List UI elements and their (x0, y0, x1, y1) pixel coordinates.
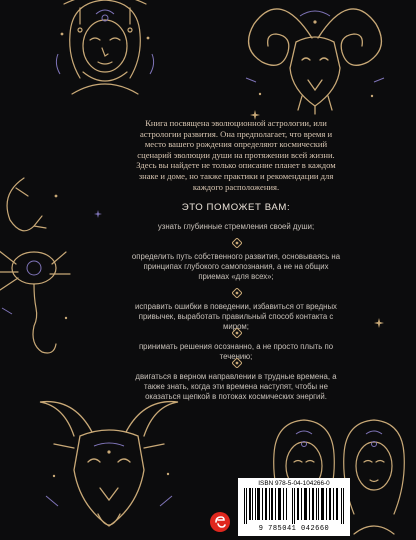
publisher-logo-icon (210, 512, 230, 532)
benefit-item: узнать глубинные стремления своей души; (157, 222, 315, 231)
benefits-heading: ЭТО ПОМОЖЕТ ВАМ: (181, 202, 291, 213)
diamond-separator-icon (232, 238, 242, 248)
capricorn-goat-icon (34, 396, 184, 540)
benefit-item: принимать решения осознанно, а не просто плыть по течению; (138, 342, 334, 361)
benefit-item: исправить ошибки в поведении, избавиться от вредных привычек, выработать правильный способ контакта с миром; (135, 302, 337, 331)
barcode (238, 478, 350, 536)
aries-ram-icon (240, 0, 390, 116)
intro-paragraph: Книга посвящена эволюционной астрологии, или астрологии развития. Она предполагает, что время и место вашего рождения определяют космический сценарий эволюции души на протяжении всей жизни. Здесь вы найдете не только описание планет в каждом знаке и доме, но также практики и рекомендации для каждого расположения. (136, 118, 336, 192)
diamond-separator-icon (232, 358, 242, 368)
diamond-separator-icon (232, 328, 242, 338)
diamond-separator-icon (232, 288, 242, 298)
star-icon (374, 318, 384, 328)
virgo-maiden-icon (50, 0, 160, 104)
isbn-label: ISBN 978-5-04-104266-0 (258, 480, 330, 487)
star-icon (94, 210, 102, 218)
scorpio-icon (0, 168, 90, 368)
benefit-item: определить путь собственного развития, основываясь на принципах глубокого самопознания, а не на общих приемах «для всех»; (131, 252, 341, 281)
barcode-digits: 9 785041 042660 (258, 525, 330, 533)
barcode-bars (244, 488, 344, 524)
benefit-item: двигаться в верном направлении в трудные времена, а также знать, когда эти времена наступят, чтобы не оказаться щепкой в потоках космических энергий. (135, 372, 337, 401)
